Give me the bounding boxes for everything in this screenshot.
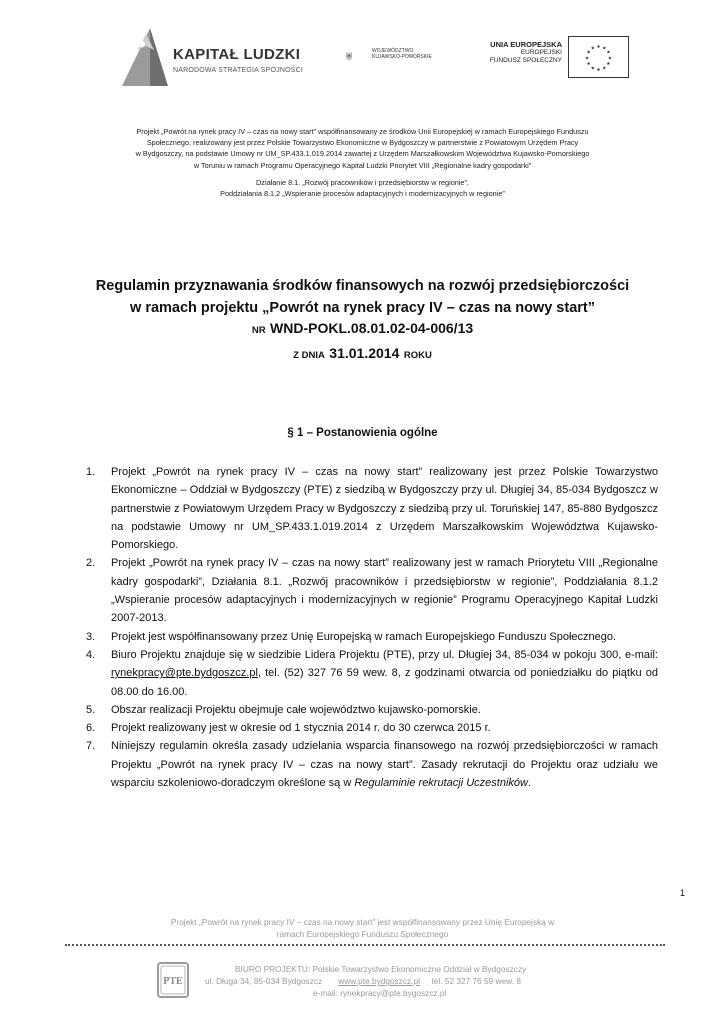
item-number: 1. xyxy=(86,466,96,478)
item-text: Projekt jest współfinansowany przez Unię Europejską w ramach Europejskiego Funduszu Społecznego. xyxy=(111,630,617,643)
item-text: , tel. (52) 327 76 59 wew. 8, z godzinami otwarcia od poniedziałku do piątku od 08.00 do 16.00. xyxy=(111,667,658,698)
woj-line-1: WOJEWÓDZTWO xyxy=(372,48,414,54)
eu-star-icon: ★ xyxy=(606,62,611,68)
item-text: Biuro Projektu znajduje się w siedzibie Lidera Projektu (PTE), przy ul. Długiej 34, 85-034 w pokoju 300, e-mail: xyxy=(111,648,658,661)
item-text: Niniejszy regulamin określa zasady udzielania wsparcia finansowego na rozwój przedsiębiorczości w ramach Projektu „Powrót na rynek pracy IV – czas na nowy start”. Zasady rekrutacji do Projektu oraz udziału we wsparciu szkoleniowo-doradczym określone są w xyxy=(111,740,658,790)
eu-star-icon: ★ xyxy=(584,56,590,62)
date-suffix: ROKU xyxy=(403,350,432,361)
project-preamble xyxy=(60,126,665,171)
document-title-line-2: w ramach projektu „Powrót na rynek pracy IV – czas na nowy start” xyxy=(130,300,595,316)
woj-line-2: KUJAWSKO-POMORSKIE xyxy=(372,54,432,60)
footer-contact-row xyxy=(205,975,635,987)
eu-star-icon: ★ xyxy=(590,46,595,52)
document-number xyxy=(40,320,685,338)
item-text: Projekt „Powrót na rynek pracy IV – czas na nowy start” realizowany jest przez Polskie Towarzystwo Ekonomiczne – Oddział w Bydgoszczy (PTE) z siedzibą w Bydgoszczy przy ul. Długiej 34, 85-034 Bydgoszcz w partnerstwie z Powiatowym Urzędem Pracy w Bydgoszczy z siedzibą przy ul. Toruńskiej 147, 85-880 Bydgoszcz na podstawie Umowy nr UM_SP.433.1.019.2014 z Urzędem Marszałkowskim Województwa Kujawsko-Pomorskiego. xyxy=(111,466,658,552)
ue-title: UNIA EUROPEJSKA xyxy=(490,40,562,49)
eu-flag-icon xyxy=(568,36,629,78)
preamble-line: w Bydgoszczy, na podstawie Umowy nr UM_SP.433.1.019.2014 zawartej z Urzędem Marszałkowskim Województwa Kujawsko-Pomorskiego xyxy=(135,149,590,159)
eu-star-icon: ★ xyxy=(606,50,611,56)
item-number: 2. xyxy=(86,557,96,570)
eu-star-icon: ★ xyxy=(596,67,601,73)
footer-divider xyxy=(65,944,665,946)
item-number: 5. xyxy=(86,703,96,716)
item-text: . xyxy=(527,777,532,790)
footer-phone: tel. 52 327 76 59 wew. 8 xyxy=(431,976,521,986)
list-item xyxy=(86,719,658,737)
document-date xyxy=(40,345,685,363)
item-text: Projekt realizowany jest w okresie od 1 stycznia 2014 r. do 30 czerwca 2015 r. xyxy=(111,722,491,735)
list-item xyxy=(86,737,658,792)
email-link[interactable]: rynekpracy@pte.bydgoszcz.pl xyxy=(111,667,258,680)
footer-address: ul. Długa 34, 85-034 Bydgoszcz xyxy=(205,976,323,986)
wojewodztwo-label xyxy=(372,48,462,60)
eu-star-icon: ★ xyxy=(602,66,607,72)
footer-cofinancing xyxy=(60,916,665,940)
eu-star-icon: ★ xyxy=(607,56,613,62)
list-item xyxy=(86,701,658,719)
item-text: Obszar realizacji Projektu obejmuje całe województwo kujawsko-pomorskie. xyxy=(111,703,481,716)
date-prefix: Z DNIA xyxy=(293,350,325,361)
item-number: 3. xyxy=(86,630,96,643)
item-number: 4. xyxy=(86,648,96,661)
footer-office xyxy=(205,963,635,999)
item-number: 6. xyxy=(86,722,96,735)
preamble-line: Poddziałania 8.1.2 „Wspieranie procesów adaptacyjnych i modernizacyjnych w regionie” xyxy=(220,189,505,199)
page-number: 1 xyxy=(680,888,686,898)
footer-line: Projekt „Powrót na rynek pracy IV – czas na nowy start” jest współfinansowany przez Unię Europejską w xyxy=(170,917,555,927)
list-item xyxy=(86,554,658,627)
section-heading: § 1 – Postanowienia ogólne xyxy=(287,427,438,439)
preamble-line: Działanie 8.1. „Rozwój pracowników i przedsiębiorstw w regionie”, xyxy=(256,178,469,187)
list-item xyxy=(86,628,658,646)
date-value: 31.01.2014 xyxy=(329,345,400,361)
project-measures xyxy=(60,177,665,199)
eu-star-icon: ★ xyxy=(590,66,595,72)
footer-line: ramach Europejskiego Funduszu Społecznego xyxy=(276,929,449,939)
list-item xyxy=(86,646,658,701)
preamble-line: Społecznego, realizowany jest przez Polskie Towarzystwo Ekonomiczne w Bydgoszczy w partnerstwie z Powiatowym Urzędem Pracy xyxy=(146,138,579,148)
pte-logo-text: PTE xyxy=(163,976,183,987)
list-item xyxy=(86,463,658,554)
kapital-ludzki-title: KAPITAŁ LUDZKI xyxy=(173,46,301,63)
preamble-line: w Toruniu w ramach Programu Operacyjnego Kapitał Ludzki Priorytet VIII „Regionalne kadry gospodarki” xyxy=(193,160,532,170)
preamble-line: Projekt „Powrót na rynek pracy IV – czas na nowy start” współfinansowany ze środków Unii Europejskiej w ramach Europejskiego Funduszu xyxy=(136,127,589,136)
kapital-ludzki-subtitle: NARODOWA STRATEGIA SPÓJNOŚCI xyxy=(173,67,304,74)
pte-logo xyxy=(157,962,189,998)
ue-line-2: FUNDUSZ SPOŁECZNY xyxy=(489,57,562,64)
footer-website-link[interactable]: www.pte.bydgoszcz.pl xyxy=(338,976,420,986)
eu-star-icon: ★ xyxy=(586,50,591,56)
eu-star-icon: ★ xyxy=(602,46,607,52)
ue-line-1: EUROPEJSKI xyxy=(520,49,562,56)
footer-office-name: BIURO PROJEKTU: Polskie Towarzystwo Ekonomiczne Oddział w Bydgoszczy xyxy=(235,964,527,974)
regulation-reference: Regulaminie rekrutacji Uczestników xyxy=(354,777,528,790)
provisions-list xyxy=(86,463,658,792)
ue-label xyxy=(472,40,562,65)
item-number: 7. xyxy=(86,740,96,753)
eu-star-icon: ★ xyxy=(586,62,591,68)
item-text: Projekt „Powrót na rynek pracy IV – czas na nowy start” realizowany jest w ramach Priorytetu VIII „Regionalne kadry gospodarki”, Działania 8.1. „Rozwój pracowników i przedsiębiorstw w regionie”, Poddziałania 8.1.2 „Wspieranie procesów adaptacyjnych i modernizacyjnych w regionie” Programu Operacyjnego Kapitał Ludzki 2007-2013. xyxy=(111,557,658,625)
nr-prefix: NR xyxy=(251,325,266,336)
document-title: Regulamin przyznawania środków finansowych na rozwój przedsiębiorczości xyxy=(95,278,630,294)
footer-email: e-mail: rynekpracy@pte.bygoszcz.pl xyxy=(313,988,447,998)
nr-value: WND-POKL.08.01.02-04-006/13 xyxy=(270,320,474,336)
eu-star-icon: ★ xyxy=(596,44,601,50)
kujawsko-pomorskie-crest xyxy=(346,36,372,78)
